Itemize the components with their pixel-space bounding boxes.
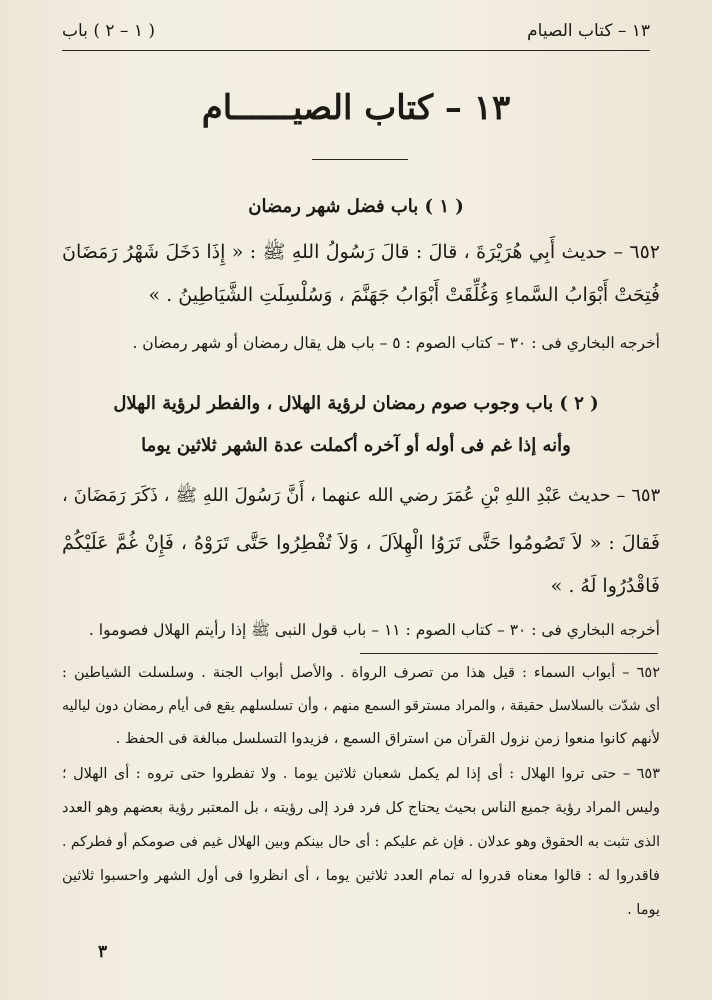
section-heading: وأنه إذا غم فى أوله أو آخره أكملت عدة الشهر ثلاثين يوما xyxy=(141,435,571,456)
footnote-line: يوما . xyxy=(627,902,660,918)
hadith-line: فُتِحَتْ أَبْوَابُ السَّماءِ وَغُلِّقَتْ أَبْوَابُ جَهَنَّمَ ، وَسُلْسِلَتِ الشَّيَاطِينُ . » xyxy=(148,284,660,306)
hadith-source: أخرجه البخاري فى : ٣٠ – كتاب الصوم : ١١ – باب قول النبى ﷺ إذا رأيتم الهلال فصوموا . xyxy=(88,621,660,639)
section-heading: ( ٢ ) باب وجوب صوم رمضان لرؤية الهلال ، والفطر لرؤية الهلال xyxy=(113,393,599,414)
running-header xyxy=(62,14,650,48)
hadith-source: أخرجه البخاري فى : ٣٠ – كتاب الصوم : ٥ – باب هل يقال رمضان أو شهر رمضان . xyxy=(132,334,660,352)
book-title: ١٣ – كتاب الصيــــــام xyxy=(201,88,511,128)
footnote-line: وليس المراد رؤية جميع الناس بحيث يحتاج كل فرد فرد إلى رؤيته ، بل المعتبر رؤية بعضهم وهو العدد xyxy=(62,800,660,816)
footnote-line: ٦٥٣ – حتى تروا الهلال : أى إذا لم يكمل شعبان ثلاثين يوما . ولا تفطروا حتى تروه : أى الهلال ؛ xyxy=(62,766,660,782)
hadith-line: ٦٥٢ – حديث أَبِي هُرَيْرَةَ ، قالَ : قالَ رَسُولُ اللهِ ﷺ : « إِذَا دَخَلَ شَهْرُ رَمَضَانَ xyxy=(62,241,660,263)
page-number: ٣ xyxy=(98,942,108,962)
hadith-line: ٦٥٣ – حديث عَبْدِ اللهِ بْنِ عُمَرَ رضي الله عنهما ، أَنَّ رَسُولَ اللهِ ﷺ ، ذَكَرَ رَمَضَانَ ، xyxy=(62,485,660,506)
section-heading: ( ١ ) باب فضل شهر رمضان xyxy=(248,196,464,217)
footnote-line: لأنهم كانوا منعوا زمن نزول القرآن من استراق السمع ، فزيدوا التسلسل مبالغة فى الحفظ . xyxy=(115,731,660,747)
footnote-line: الذى تثبت به الحقوق وهو عدلان . فإن غم عليكم : أى حال بينكم وبين الهلال غيم فى صومكم أو فطركم . xyxy=(62,834,660,850)
header-chapter: ١٣ – كتاب الصيام xyxy=(527,21,650,41)
footnote-line: فاقدروا له : قالوا معناه قدروا له تمام العدد ثلاثين يوما ، أى انظروا فى أول الشهر واحسبوا ثلاثين xyxy=(62,868,660,884)
header-section-range: ( ١ – ٢ ) باب xyxy=(62,21,155,41)
hadith-line: فَقالَ : « لاَ تَصُومُوا حَتَّى تَرَوُا الْهِلاَلَ ، وَلاَ تُفْطِرُوا حَتَّى تَرَوْهُ ، فَإِنْ غُمَّ عَلَيْكُمْ xyxy=(62,532,660,554)
footnote-line: ٦٥٢ – أبواب السماء : قيل هذا من تصرف الرواة . والأصل أبواب الجنة . وسلسلت الشياطين : xyxy=(62,665,660,681)
footnotes-rule xyxy=(360,653,658,654)
footnote-line: أى شدّت بالسلاسل حقيقة ، والمراد مسترقو السمع منهم ، وأن تسلسلهم يقع فى أيام رمضان دون لياليه xyxy=(62,698,660,714)
title-rule xyxy=(312,159,408,160)
hadith-line: فَاقْدُرُوا لَهُ . » xyxy=(550,575,660,597)
header-rule xyxy=(62,50,650,51)
